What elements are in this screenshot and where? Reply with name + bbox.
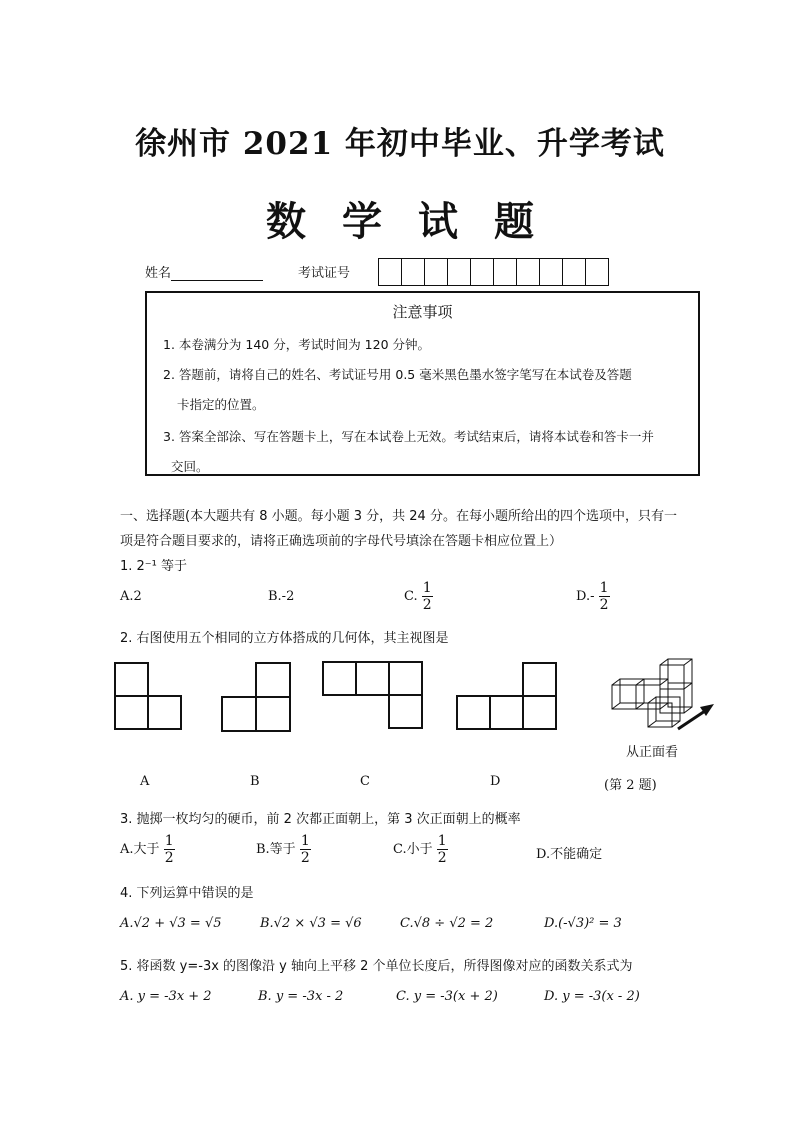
id-cell[interactable] [517,259,540,285]
section1-intro-line1: 一、选择题(本大题共有 8 小题。每小题 3 分，共 24 分。在每小题所给出的四个选项中，只有一 [120,509,677,524]
q2-view-b [222,663,290,731]
q3-option-c [393,833,448,866]
name-blank[interactable] [171,266,263,281]
q3-option-a [120,833,175,866]
exam-title: 徐州市 2021 年初中毕业、升学考试 [135,126,665,162]
q2-label-c: C [360,774,370,789]
id-cell[interactable] [540,259,563,285]
fraction-denominator: 2 [599,597,609,613]
notice-item-3: 3. 答案全部涂、写在答题卡上，写在本试卷上无效。考试结束后，请将本试卷和答卡一并 [163,429,654,444]
q3-option-b [256,833,311,866]
q5-option-b: B. y = -3x - 2 [258,989,344,1004]
q4-stem: 4. 下列运算中错误的是 [120,886,254,901]
q2-figure-number: (第 2 题) [604,778,657,793]
q1-option-d [576,580,610,613]
id-cell[interactable] [586,259,608,285]
notice-item-3-cont: 交回。 [171,459,209,474]
id-cell[interactable] [471,259,494,285]
id-cell[interactable] [563,259,586,285]
q4-option-a: A.√2 + √3 = √5 [120,916,222,931]
id-cell[interactable] [448,259,471,285]
q2-stem: 2. 右图使用五个相同的立方体搭成的几何体，其主视图是 [120,631,449,646]
fraction-numerator: 1 [437,833,447,849]
fraction-numerator: 1 [422,580,432,596]
notice-item-2-cont: 卡指定的位置。 [177,397,265,412]
q1-option-c-prefix: C. [404,589,418,604]
notice-item-1: 1. 本卷满分为 140 分，考试时间为 120 分钟。 [163,337,431,352]
q5-option-d: D. y = -3(x - 2) [544,989,640,1004]
q2-view-d [457,663,556,729]
fraction-one-half [437,833,448,866]
q1-stem: 1. 2⁻¹ 等于 [120,559,188,574]
fraction-denominator: 2 [300,850,310,866]
id-cell[interactable] [379,259,402,285]
q2-figure-caption: 从正面看 [626,745,679,760]
fraction-numerator: 1 [300,833,310,849]
notice-item-2: 2. 答题前，请将自己的姓名、考试证号用 0.5 毫米黑色墨水签字笔写在本试卷及答题 [163,367,632,382]
fraction-denominator: 2 [437,850,447,866]
q4-option-c: C.√8 ÷ √2 = 2 [400,916,494,931]
q4-option-d: D.(-√3)² = 3 [544,916,622,931]
q2-view-a [115,663,181,729]
id-cell[interactable] [402,259,425,285]
q1-option-b: B.-2 [268,589,295,604]
q2-solid-figure [612,659,692,727]
fraction-denominator: 2 [164,850,174,866]
name-field[interactable] [145,262,263,281]
q1-option-d-prefix: D.- [576,589,595,604]
q5-stem: 5. 将函数 y=-3x 的图像沿 y 轴向上平移 2 个单位长度后，所得图像对应的函数关系式为 [120,959,633,974]
fraction-numerator: 1 [164,833,174,849]
q3-option-c-prefix: C.小于 [393,842,433,857]
fraction-one-half [422,580,433,613]
notice-box [145,291,700,476]
notice-title: 注意事项 [392,303,453,321]
q5-option-a: A. y = -3x + 2 [120,989,212,1004]
id-cell[interactable] [494,259,517,285]
q2-view-c [323,662,422,728]
id-number-boxes[interactable] [378,258,609,286]
q2-label-b: B [250,774,260,789]
q1-option-a: A.2 [120,589,142,604]
id-cell[interactable] [425,259,448,285]
name-label: 姓名 [145,266,172,281]
exam-subtitle: 数学试题 [266,198,570,245]
fraction-one-half [300,833,311,866]
fraction-one-half [599,580,610,613]
q2-label-a: A [140,774,150,789]
section1-intro-line2: 项是符合题目要求的，请将正确选项前的字母代号填涂在答题卡相应位置上） [120,534,563,549]
q5-option-c: C. y = -3(x + 2) [396,989,498,1004]
fraction-numerator: 1 [599,580,609,596]
arrow-icon [678,704,714,729]
fraction-one-half [164,833,175,866]
q2-label-d: D [490,774,501,789]
id-label: 考试证号 [298,266,351,281]
q3-stem: 3. 抛掷一枚均匀的硬币，前 2 次都正面朝上，第 3 次正面朝上的概率 [120,812,521,827]
q4-option-b: B.√2 × √3 = √6 [260,916,362,931]
fraction-denominator: 2 [422,597,432,613]
q3-option-a-prefix: A.大于 [120,842,160,857]
q3-option-d: D.不能确定 [536,847,603,862]
q3-option-b-prefix: B.等于 [256,842,296,857]
q1-option-c [404,580,433,613]
